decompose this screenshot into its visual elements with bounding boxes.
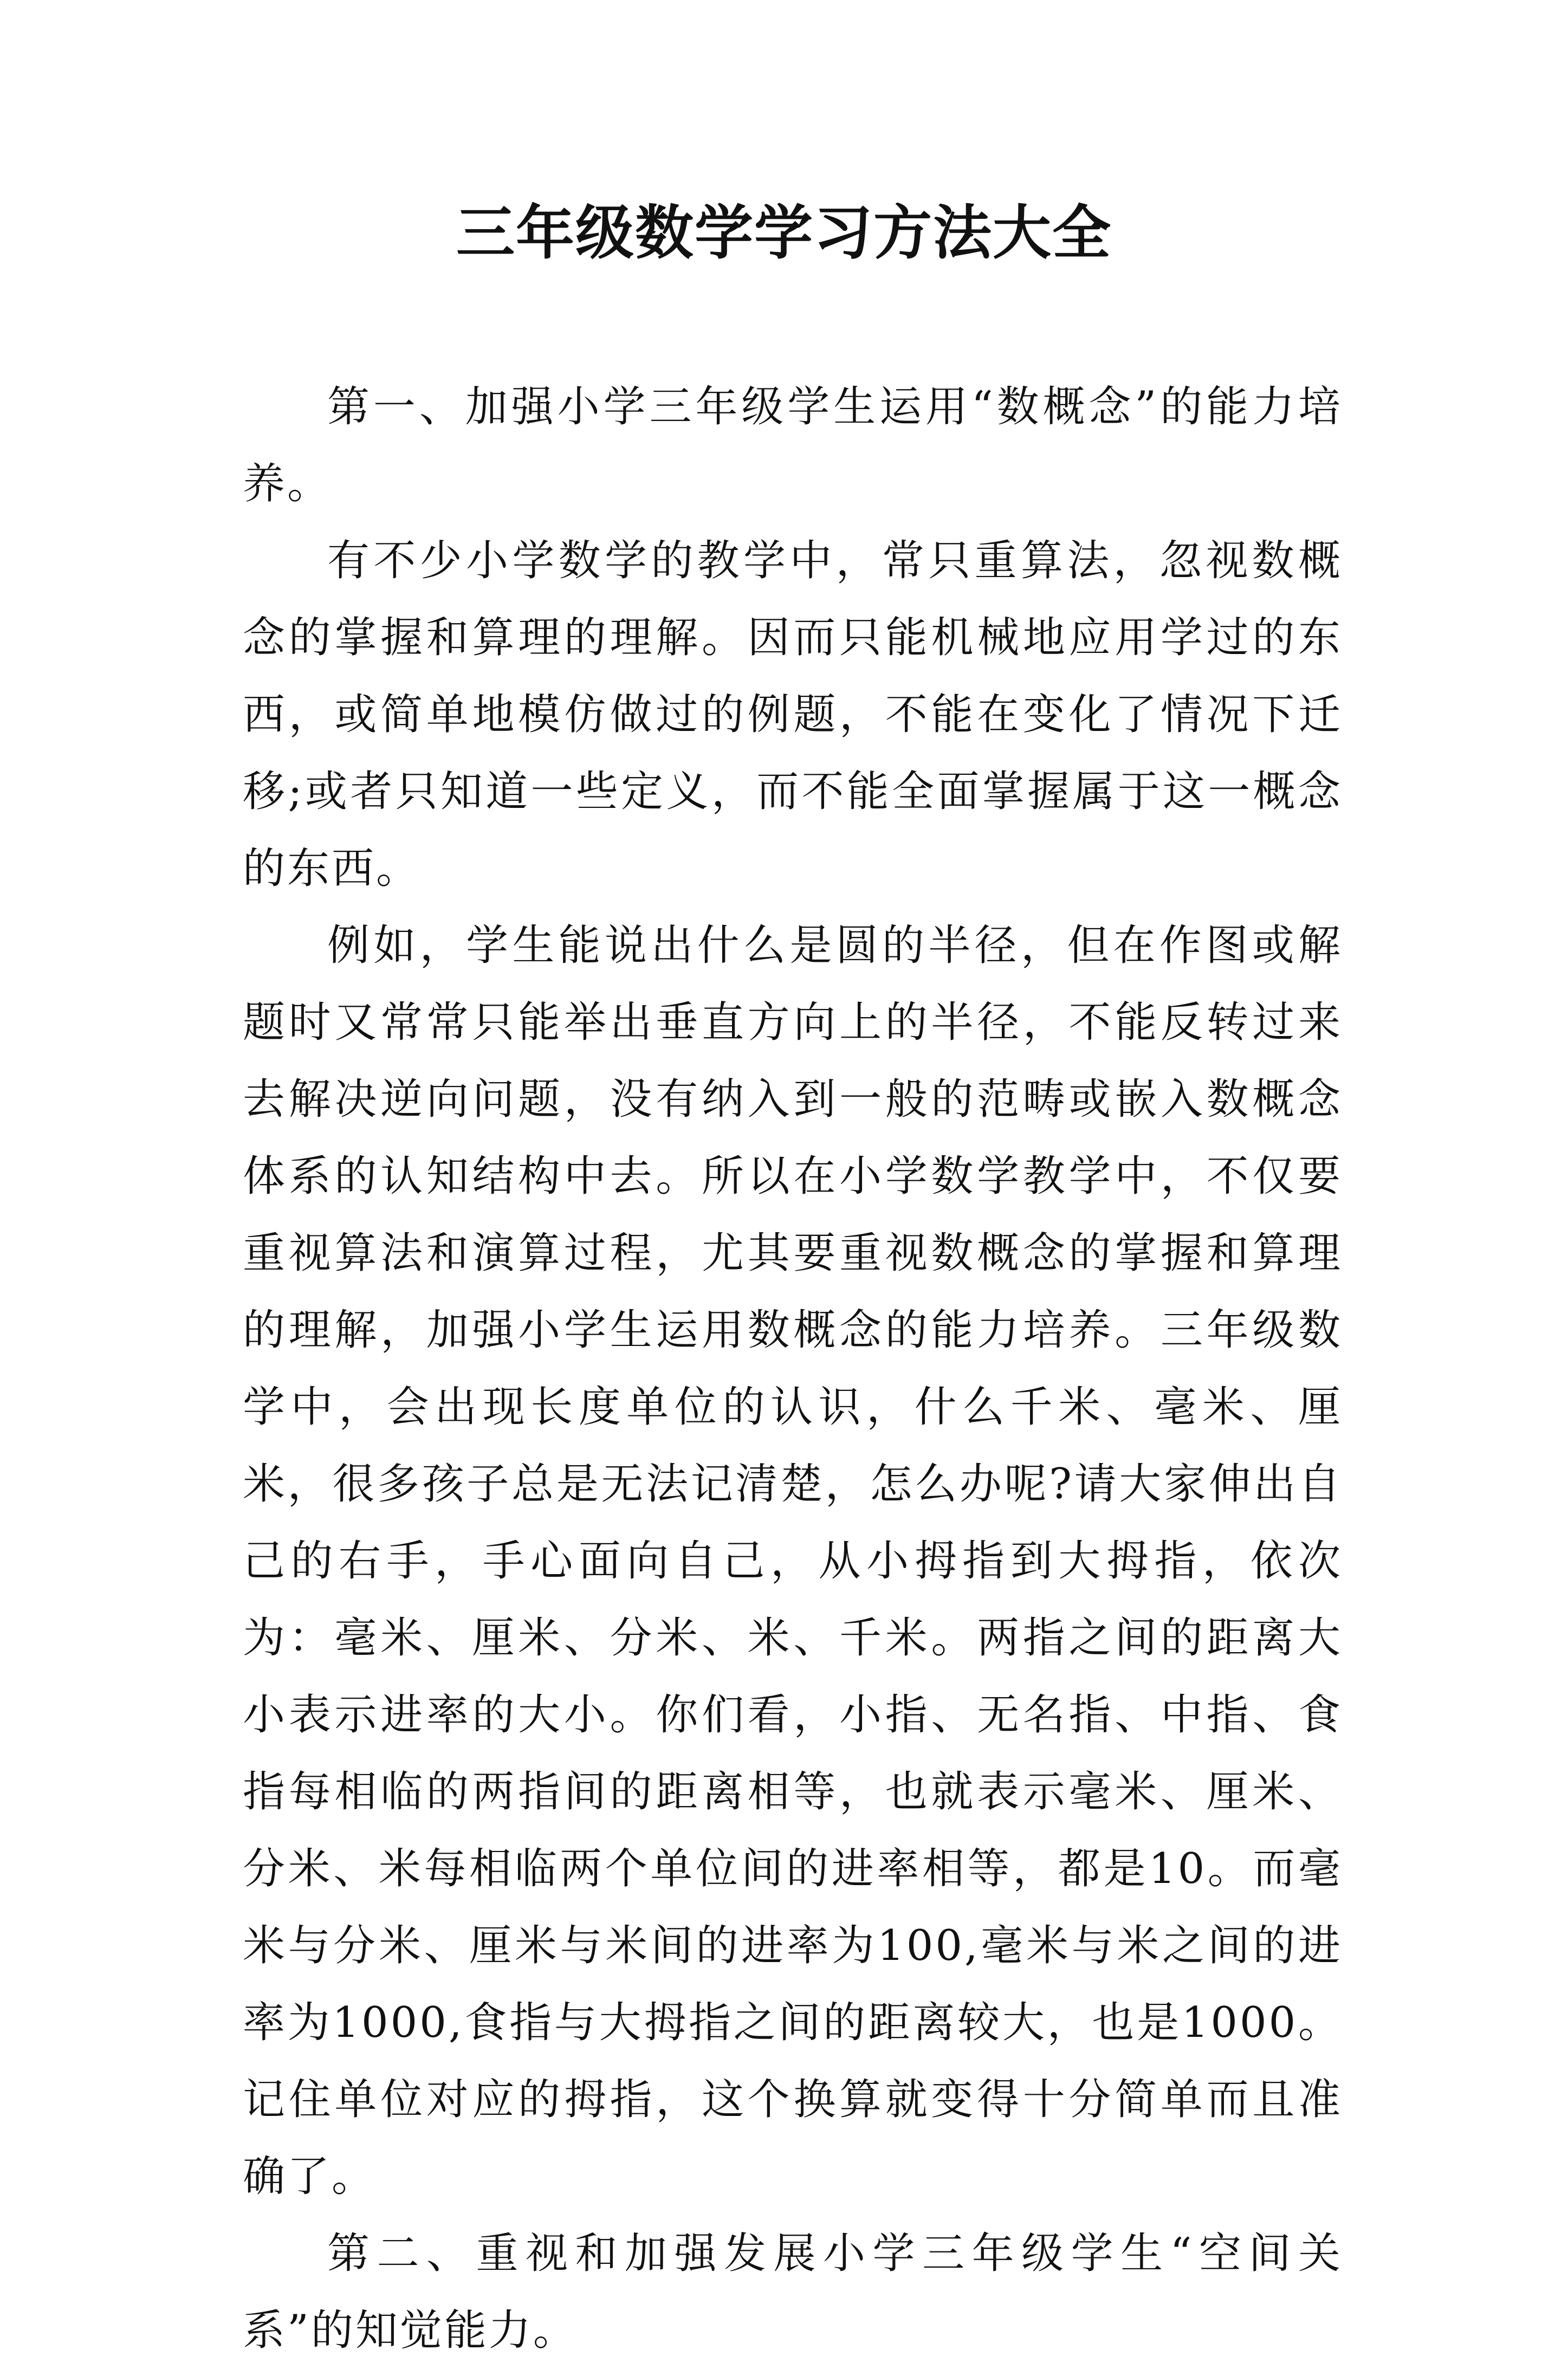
paragraph-section-two-heading: 第二、重视和加强发展小学三年级学生“空间关系”的知觉能力。 [243,2229,1343,2355]
document-body [243,368,1343,2369]
paragraph-section-one-heading: 第一、加强小学三年级学生运用“数概念”的能力培养。 [243,383,1343,508]
paragraph-radius-example: 例如，学生能说出什么是圆的半径，但在作图或解题时又常常只能举出垂直方向上的半径，不能反转过来去解决逆向问题，没有纳入到一般的范畴或嵌入数概念体系的认知结构中去。所以在小学数学教学中，不仅要重视算法和演算过程，尤其要重视数概念的掌握和算理的理解，加强小学生运用数概念的能力培养。三年级数学中，会出现长度单位的认识，什么千米、毫米、厘米，很多孩子总是无法记清楚，怎么办呢?请大家伸出自己的右手，手心面向自己，从小拇指到大拇指，依次为：毫米、厘米、分米、米、千米。两指之间的距离大小表示进率的大小。你们看，小指、无名指、中指、食指每相临的两指间的距离相等，也就表示毫米、厘米、分米、米每相临两个单位间的进率相等，都是10。而毫米与分米、厘米与米间的进率为100,毫米与米之间的进率为1000,食指与大拇指之间的距离较大，也是1000。记住单位对应的拇指，这个换算就变得十分简单而且准确了。 [243,921,1343,2201]
document-title: 三年级数学学习方法大全 [456,199,1112,267]
paragraph-concept-mastery: 有不少小学数学的教学中，常只重算法，忽视数概念的掌握和算理的理解。因而只能机械地应用学过的东西，或简单地模仿做过的例题，不能在变化了情况下迁移;或者只知道一些定义，而不能全面掌握属于这一概念的东西。 [243,536,1343,893]
